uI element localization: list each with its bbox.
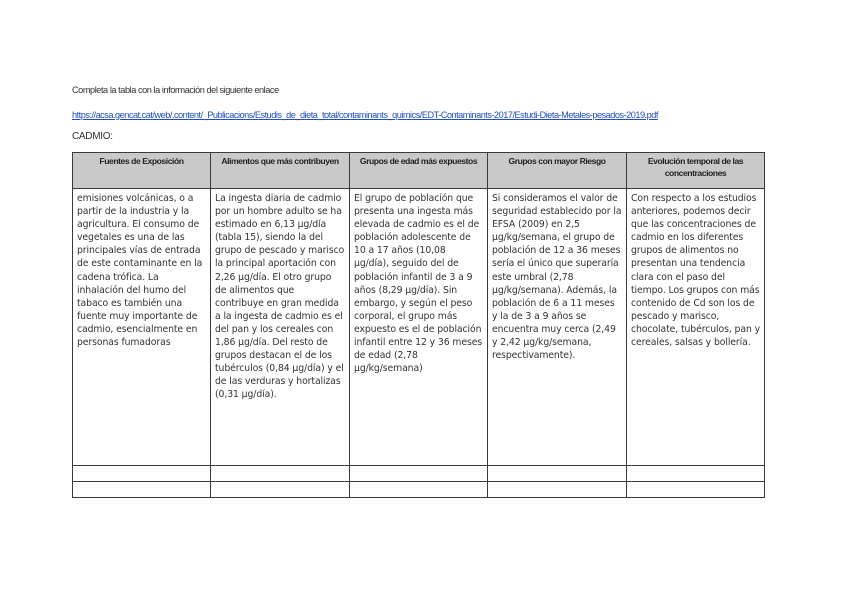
intro-text: Completa la tabla con la información del siguiente enlace — [72, 85, 279, 95]
header-grupos-riesgo: Grupos con mayor Riesgo — [488, 153, 627, 189]
empty-cell[interactable] — [73, 482, 211, 498]
empty-cell[interactable] — [627, 466, 765, 482]
empty-cell[interactable] — [488, 466, 627, 482]
table-row — [73, 189, 765, 466]
header-alimentos: Alimentos que más contribuyen — [211, 153, 350, 189]
empty-cell[interactable] — [488, 482, 627, 498]
cell-grupos-riesgo[interactable]: Si consideramos el valor de seguridad establecido por la EFSA (2009) en 2,5 µg/kg/semana, el grupo de población de 12 a 36 meses sería el único que superaría este umbral (2,78 µg/kg/semana). Además, la población de 6 a 11 meses y la de 3 a 9 años se encuentra muy cerca (2,49 y 2,42 µg/kg/semana, respectivamente). — [488, 189, 627, 466]
empty-cell[interactable] — [211, 466, 350, 482]
cell-fuentes[interactable]: emisiones volcánicas, o a partir de la industria y la agricultura. El consumo de vegetales es una de las principales vías de entrada de este contaminante en la cadena trófica. La inhalación del humo del tabaco es también una fuente muy importante de cadmio, esencialmente en personas fumadoras — [73, 189, 211, 466]
header-fuentes: Fuentes de Exposición — [73, 153, 211, 189]
cell-alimentos[interactable]: La ingesta diaria de cadmio por un hombre adulto se ha estimado en 6,13 µg/día (tabla 15), siendo la del grupo de pescado y marisco la principal aportación con 2,26 µg/día. El otro grupo de alimentos que contribuye en gran medida a la ingesta de cadmio es el del pan y los cereales con 1,86 µg/día. Del resto de grupos destacan el de los tubérculos (0,84 µg/día) y el de las verduras y hortalizas (0,31 µg/día). — [211, 189, 350, 466]
header-grupos-edad: Grupos de edad más expuestos — [350, 153, 488, 189]
empty-cell[interactable] — [350, 482, 488, 498]
empty-row — [73, 482, 765, 498]
cadmium-table — [72, 152, 765, 498]
header-evolucion: Evolución temporal de las concentraciones — [627, 153, 765, 189]
source-link[interactable]: https://acsa.gencat.cat/web/.content/_Publicacions/Estudis_de_dieta_total/contaminants_quimics/EDT-Contaminants-2017/Estudi-Dieta-Metales-pesados-2019.pdf — [72, 110, 658, 120]
table-header-row — [73, 153, 765, 189]
empty-cell[interactable] — [350, 466, 488, 482]
section-title: CADMIO: — [72, 131, 113, 142]
empty-cell[interactable] — [211, 482, 350, 498]
empty-cell[interactable] — [627, 482, 765, 498]
empty-cell[interactable] — [73, 466, 211, 482]
empty-row — [73, 466, 765, 482]
cell-grupos-edad[interactable]: El grupo de población que presenta una ingesta más elevada de cadmio es el de población adolescente de 10 a 17 años (10,08 µg/día), seguido del de población infantil de 3 a 9 años (8,29 µg/día). Sin embargo, y según el peso corporal, el grupo más expuesto es el de población infantil entre 12 y 36 meses de edad (2,78 µg/kg/semana) — [350, 189, 488, 466]
cell-evolucion[interactable]: Con respecto a los estudios anteriores, podemos decir que las concentraciones de cadmio en los diferentes grupos de alimentos no presentan una tendencia clara con el paso del tiempo. Los grupos con más contenido de Cd son los de pescado y marisco, chocolate, tubérculos, pan y cereales, salsas y bollería. — [627, 189, 765, 466]
